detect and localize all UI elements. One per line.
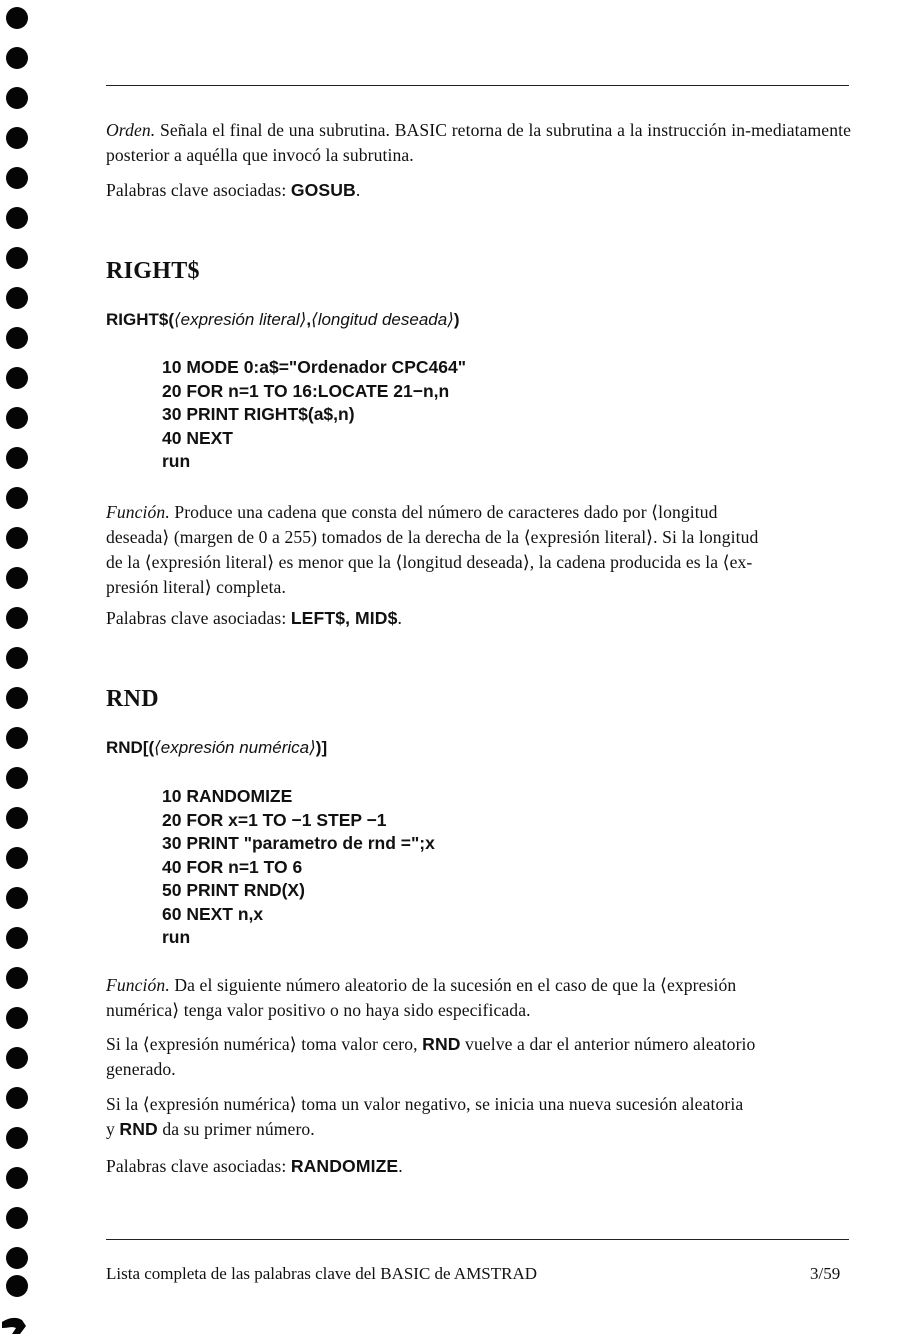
binding-hole	[6, 207, 28, 229]
footer-rule	[106, 1239, 849, 1240]
code-line: 50 PRINT RND(X)	[162, 880, 305, 900]
binding-hole	[6, 167, 28, 189]
binding-hole	[6, 647, 28, 669]
binding-hole	[6, 1247, 28, 1269]
syntax-rnd	[106, 738, 327, 758]
syntax-close: )]	[315, 738, 328, 757]
code-listing-rnd	[162, 785, 435, 950]
binding-hole	[6, 727, 28, 749]
related-keywords-rnd	[106, 1154, 851, 1179]
code-line: run	[162, 451, 191, 471]
paragraph-text: Si la ⟨expresión numérica⟩ toma valor cero,	[106, 1034, 423, 1054]
section-title-rnd: RND	[106, 686, 159, 712]
definition-text: Señala el final de una subrutina. BASIC retorna de la subrutina a la instrucción in-mediatamente posterior a aquélla que invocó la subrutina.	[106, 120, 851, 165]
binding-hole	[6, 247, 28, 269]
code-line: 20 FOR n=1 TO 16:LOCATE 21−n,n	[162, 380, 450, 401]
binding-hole	[6, 847, 28, 869]
function-paragraph-right	[106, 500, 851, 600]
paragraph-text: vuelve a dar el anterior número aleatorio	[460, 1034, 756, 1054]
definition-paragraph	[106, 118, 851, 168]
rnd-paragraph-negative	[106, 1092, 851, 1142]
syntax-close: )	[453, 310, 460, 329]
code-listing-right	[162, 356, 466, 474]
binding-hole	[6, 567, 28, 589]
rnd-paragraph-zero	[106, 1032, 851, 1082]
binding-hole	[6, 1207, 28, 1229]
inline-keyword: RND	[422, 1034, 461, 1054]
related-end: .	[398, 1156, 403, 1176]
related-keyword: GOSUB	[290, 180, 356, 200]
function-paragraph-rnd	[106, 973, 851, 1023]
function-line: Produce una cadena que consta del número de caracteres dado por ⟨longitud	[169, 502, 718, 522]
code-line: 60 NEXT n,x	[162, 903, 264, 924]
function-label: Función.	[106, 502, 170, 522]
function-line: deseada⟩ (margen de 0 a 255) tomados de la derecha de la ⟨expresión literal⟩. Si la longitud	[106, 527, 759, 547]
syntax-right	[106, 310, 460, 330]
binding-hole	[6, 887, 28, 909]
definition-label: Orden.	[106, 120, 156, 140]
syntax-arg: ⟨longitud deseada⟩	[311, 310, 454, 329]
binding-hole	[6, 327, 28, 349]
related-keyword: RANDOMIZE	[290, 1156, 399, 1176]
syntax-keyword: RND[(	[106, 738, 155, 757]
code-line: 40 FOR n=1 TO 6	[162, 856, 303, 877]
binding-hole	[6, 367, 28, 389]
code-line: 10 MODE 0:a$="Ordenador CPC464"	[162, 357, 466, 377]
binding-hole	[6, 407, 28, 429]
code-line: 40 NEXT	[162, 427, 233, 448]
function-line: de la ⟨expresión literal⟩ es menor que la ⟨longitud deseada⟩, la cadena producida es la ⟨ex-	[106, 552, 753, 572]
code-line: 30 PRINT RIGHT$(a$,n)	[162, 404, 355, 424]
code-line: run	[162, 927, 191, 947]
section-title-right: RIGHT$	[106, 258, 200, 284]
binding-hole	[6, 967, 28, 989]
binding-hole	[6, 607, 28, 629]
paragraph-text: generado.	[106, 1059, 176, 1079]
binding-hole	[6, 287, 28, 309]
binding-hole	[6, 1047, 28, 1069]
binding-hole	[6, 927, 28, 949]
paragraph-text: y	[106, 1119, 120, 1139]
binding-hole	[6, 487, 28, 509]
binding-hole	[6, 1087, 28, 1109]
related-end: .	[397, 608, 402, 628]
syntax-keyword: RIGHT$(	[106, 310, 174, 329]
binding-hole	[6, 767, 28, 789]
footer-title: Lista completa de las palabras clave del BASIC de AMSTRAD	[106, 1264, 538, 1283]
syntax-sep: ,	[306, 310, 312, 329]
binding-hole	[6, 1275, 28, 1297]
binding-hole	[6, 447, 28, 469]
binding-hole	[6, 1127, 28, 1149]
function-line: presión literal⟩ completa.	[106, 577, 286, 597]
binding-hole	[6, 127, 28, 149]
syntax-arg: ⟨expresión literal⟩	[174, 310, 307, 329]
function-line: Da el siguiente número aleatorio de la sucesión en el caso de que la ⟨expresión	[169, 975, 737, 995]
related-label: Palabras clave asociadas:	[106, 180, 287, 200]
page-number: 3/59	[810, 1264, 841, 1283]
related-keywords	[106, 178, 851, 203]
binding-hole	[6, 1007, 28, 1029]
binding-hole	[6, 687, 28, 709]
paragraph-text: da su primer número.	[157, 1119, 315, 1139]
binding-hole	[6, 87, 28, 109]
function-label: Función.	[106, 975, 170, 995]
related-label: Palabras clave asociadas:	[106, 1156, 287, 1176]
header-rule	[106, 85, 849, 86]
syntax-arg: ⟨expresión numérica⟩	[154, 738, 316, 757]
code-line: 10 RANDOMIZE	[162, 786, 293, 806]
code-line: 20 FOR x=1 TO −1 STEP −1	[162, 809, 387, 830]
related-keywords-right	[106, 606, 851, 631]
binding-holes	[6, 0, 32, 1334]
binding-hole	[6, 7, 28, 29]
binding-hole	[6, 1167, 28, 1189]
paragraph-text: Si la ⟨expresión numérica⟩ toma un valor negativo, se inicia una nueva sucesión aleatoria	[106, 1094, 744, 1114]
binding-hole	[6, 47, 28, 69]
inline-keyword: RND	[119, 1119, 158, 1139]
related-keyword: LEFT$, MID$	[290, 608, 398, 628]
binding-hook-icon	[0, 1300, 30, 1334]
related-label: Palabras clave asociadas:	[106, 608, 287, 628]
binding-hole	[6, 807, 28, 829]
function-line: numérica⟩ tenga valor positivo o no haya sido especificada.	[106, 1000, 531, 1020]
related-end: .	[355, 180, 361, 200]
binding-hole	[6, 527, 28, 549]
code-line: 30 PRINT "parametro de rnd =";x	[162, 833, 435, 853]
